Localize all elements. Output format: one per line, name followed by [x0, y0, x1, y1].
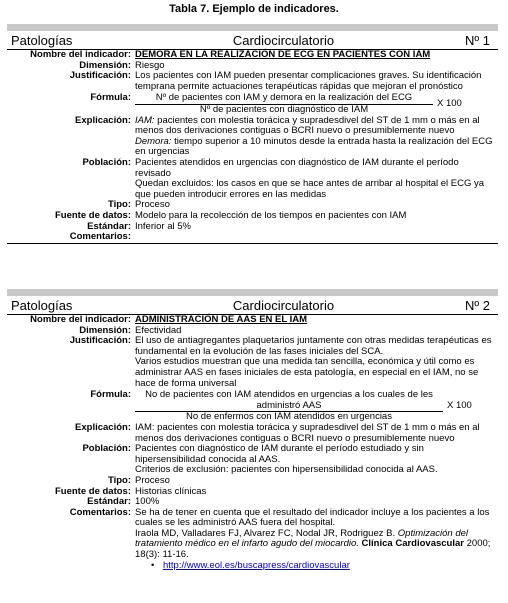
pathologies-label: Patologías: [11, 33, 73, 48]
comentarios-value: [135, 508, 498, 572]
poblacion-value: [135, 158, 498, 200]
reference-authors: Iraola MD, Valladares FJ, Alvarez FC, Nodal JR, Rodriguez B.: [135, 527, 398, 539]
justificacion-text-2: Varios estudios muestran que una medida tan sencilla, económica y útil como es administrar AAS en fases iniciales de esta patología, en especial en el IAM, no se hace de forma universal: [135, 356, 479, 389]
comentarios-text: Se ha de tener en cuenta que el resultado del indicador incluye a los pacientes a los cuales se les administró AAS fuera del hospital.: [135, 506, 490, 529]
label-justificacion: Justificación:: [69, 70, 131, 82]
explicacion-term-demora: Demora:: [135, 135, 172, 147]
label-estandar: Estándar:: [87, 220, 131, 232]
label-nombre: Nombre del indicador:: [30, 49, 131, 60]
justificacion-value: [135, 336, 498, 389]
label-justificacion: Justificación:: [69, 335, 131, 347]
fuente-value: Modelo para la recolección de los tiempos en pacientes con IAM: [135, 209, 407, 221]
system-label: Cardiocirculatorio: [232, 298, 335, 313]
explicacion-value: [135, 116, 498, 158]
poblacion-text-2: Quedan excluidos: los casos en que se hace antes de arribar al hospital el ECG ya que pueden introducir errores en las medidas: [135, 178, 485, 200]
fuente-value: Historias clínicas: [135, 485, 207, 497]
row-fuente: [7, 487, 498, 498]
label-comentarios: Comentarios:: [69, 506, 131, 518]
row-comentarios: [7, 232, 498, 244]
label-estandar: Estándar:: [87, 496, 131, 508]
tipo-value: Proceso: [135, 474, 170, 486]
justificacion-value: Los pacientes con IAM pueden presentar complicaciones graves. Su identificación temprana permite actuaciones terapéuticas rápidas que mejoran el pronóstico: [135, 70, 482, 92]
reference-link[interactable]: http://www.eol.es/buscapress/cardiovascular: [162, 559, 350, 571]
row-comentarios: [7, 508, 498, 572]
row-explicacion: [7, 116, 498, 158]
explicacion-value: IAM: pacientes con molestia torácica y supradesdivel del ST de 1 mm o más en al menos dos derivaciones contiguas o BCRI nuevo o presumiblemente nuevo: [135, 421, 480, 444]
poblacion-text-1: Pacientes con diagnóstico de IAM durante el período estudiado y sin hipersensibilidad conocida al AAS.: [135, 443, 424, 465]
system-label: Cardiocirculatorio: [232, 33, 335, 48]
dimension-value: Riesgo: [135, 59, 165, 71]
formula-denominator: Nº de pacientes con diagnóstico de IAM: [199, 103, 369, 115]
poblacion-value: [135, 444, 498, 476]
row-tipo: [7, 476, 498, 487]
label-dimension: Dimensión:: [79, 59, 131, 71]
poblacion-text-1: Pacientes atendidos en urgencias con diagnóstico de IAM durante el período revisado: [135, 156, 459, 179]
label-comentarios: Comentarios:: [69, 231, 131, 243]
row-justificacion: [7, 71, 498, 92]
reference-year: 2000; 18(3): 11-16.: [135, 538, 491, 561]
label-formula: Fórmula:: [90, 389, 131, 401]
row-justificacion: [7, 336, 498, 389]
row-explicacion: [7, 423, 498, 444]
formula-multiplier: X 100: [447, 400, 472, 412]
label-fuente: Fuente de datos:: [54, 485, 131, 497]
row-poblacion: [7, 158, 498, 200]
label-tipo: Tipo:: [107, 199, 131, 211]
label-formula: Fórmula:: [90, 92, 131, 104]
label-fuente: Fuente de datos:: [54, 209, 131, 221]
row-fuente: [7, 211, 498, 222]
indicator-number: Nº 2: [465, 298, 490, 313]
reference-title: Optimización del tratamiento médico en el infarto agudo del miocardio.: [135, 527, 468, 550]
formula-multiplier: X 100: [437, 98, 462, 110]
formula: [135, 93, 498, 115]
estandar-value: Inferior al 5%: [135, 220, 191, 232]
row-formula: [7, 93, 498, 115]
label-nombre: Nombre del indicador:: [30, 314, 131, 325]
reference-journal: Clínica Cardiovascular: [358, 538, 464, 550]
pathologies-label: Patologías: [11, 298, 73, 313]
poblacion-text-2: Criterios de exclusión: pacientes con hipersensibilidad conocida al AAS.: [135, 464, 438, 476]
bullet-icon: •: [151, 559, 155, 571]
label-poblacion: Población:: [82, 156, 131, 168]
label-tipo: Tipo:: [107, 474, 131, 486]
row-nombre: [7, 315, 498, 326]
estandar-value: 100%: [135, 496, 160, 508]
label-dimension: Dimensión:: [79, 324, 131, 336]
justificacion-text-1: El uso de antiagregantes plaquetarios juntamente con otras medidas terapéuticas es fundamental en la evolución de las fases iniciales del SCA.: [135, 335, 492, 357]
label-poblacion: Población:: [82, 443, 131, 455]
label-explicacion: Explicación:: [75, 421, 131, 433]
comentarios-value: [135, 232, 498, 243]
indicator-card-2: [7, 289, 498, 571]
tipo-value: Proceso: [135, 199, 170, 211]
indicator-card-1: [7, 24, 498, 244]
explicacion-term-iam: IAM:: [135, 114, 155, 126]
formula: [135, 390, 498, 423]
explicacion-text-iam: pacientes con molestia torácica y supradesdivel del ST de 1 mm o más en al menos dos derivaciones contiguas o BCRI nuevo o presumiblemente nuevo: [135, 114, 480, 137]
card-header: [7, 296, 498, 315]
explicacion-text-demora: tiempo superior a 10 minutos desde la entrada hasta la realización del ECG en urgencias: [135, 135, 493, 158]
formula-denominator: No de enfermos con IAM atendidos en urgencias: [186, 411, 392, 423]
row-poblacion: [7, 444, 498, 476]
table-title: Tabla 7. Ejemplo de indicadores.: [169, 3, 339, 15]
indicator-number: Nº 1: [465, 33, 490, 48]
formula-numerator: No de pacientes con IAM atendidos en urgencias a los cuales de les administró AAS: [135, 390, 443, 412]
indicator-name: DEMORA EN LA REALIZACIÓN DE ECG EN PACIENTES CON IAM: [135, 49, 431, 60]
formula-numerator: Nº de pacientes con IAM y demora en la realización del ECG: [135, 93, 433, 105]
card-header: [7, 31, 498, 50]
indicator-name: ADMINISTRACIÓN DE AAS EN EL IAM: [135, 314, 308, 325]
dimension-value: Efectividad: [135, 324, 182, 336]
row-nombre: [7, 50, 498, 61]
label-explicacion: Explicación:: [75, 114, 131, 126]
row-formula: [7, 390, 498, 423]
